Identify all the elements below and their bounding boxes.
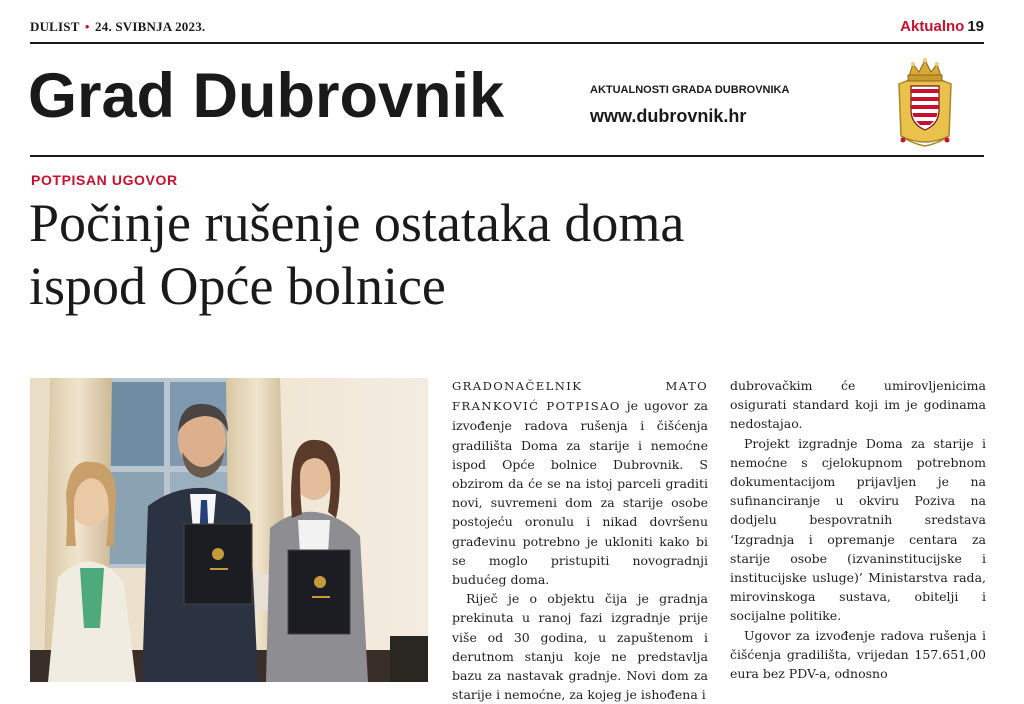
article-column-2 — [730, 376, 986, 683]
dubrovnik-coat-of-arms-icon — [893, 54, 957, 150]
paragraph: Riječ je o objektu čija je gradnja prekinuta u ranoj fazi izgradnje prije više od 30 godina, u zapuštenom i derutnom stanju koje ne predstavlja bazu za nastavak gradnje. Novi dom za starije i nemoćne, za kojeg je ishođena i — [452, 591, 708, 703]
paragraph: dubrovačkim će umirovljenicima osigurati standard koji im je godinama nedostajao. — [730, 378, 986, 432]
paragraph — [452, 376, 708, 589]
issue-line — [30, 19, 205, 35]
article-kicker: POTPISAN UGOVOR — [31, 172, 178, 188]
paragraph-text: je ugovor za izvođenje radova rušenja i čišćenja gradilišta Doma za starije i nemoćne ispod Opće bolnice Dubrovnik. S obzirom da će se na istoj parceli graditi novi, suvremeni dom za starije osobe postojeću oronulu i nikad dovršenu građevinu potrebno je ukloniti kako bi se moglo pristupiti novogradnji budućeg doma. — [452, 398, 709, 588]
article-photo — [30, 378, 428, 682]
section-name: Aktualno — [900, 18, 965, 35]
masthead-title: Grad Dubrovnik — [28, 61, 505, 131]
headline-line-2: ispod Opće bolnice — [29, 256, 446, 316]
page-number: 19 — [967, 18, 984, 35]
masthead-tagline: AKTUALNOSTI GRADA DUBROVNIKA — [590, 84, 790, 96]
section-label — [900, 18, 984, 35]
bullet-separator: • — [84, 19, 90, 34]
publication-name: DULIST — [30, 19, 80, 34]
masthead-rule — [30, 155, 984, 157]
headline-line-1: Počinje rušenje ostataka doma — [29, 193, 685, 253]
paragraph: Ugovor za izvođenje radova rušenja i čišćenja gradilišta, vrijedan 157.651,00 eura bez PDV-a, odnosno — [730, 627, 986, 682]
issue-date: 24. SVIBNJA 2023. — [95, 19, 206, 34]
article-column-1 — [452, 376, 708, 704]
paragraph: Projekt izgradnje Doma za starije i nemoćne s cjelokupnom potrebnom dokumentacijom prijavljen je na sufinanciranje u okviru Poziva na dodjelu bespovratnih sredstava ‘Izgradnja i opremanje centara za starije osobe (izvaninstitucijske i institucijske usluge)’ Ministarstva rada, mirovinskoga sustava, obitelji i socijalne politike. — [730, 435, 986, 624]
lead-in: GRADONAČELNIK MATO FRANKOVIĆ POTPISAO — [452, 379, 708, 414]
top-rule — [30, 42, 984, 44]
website-link[interactable]: www.dubrovnik.hr — [590, 106, 747, 126]
article-headline — [29, 192, 1009, 318]
